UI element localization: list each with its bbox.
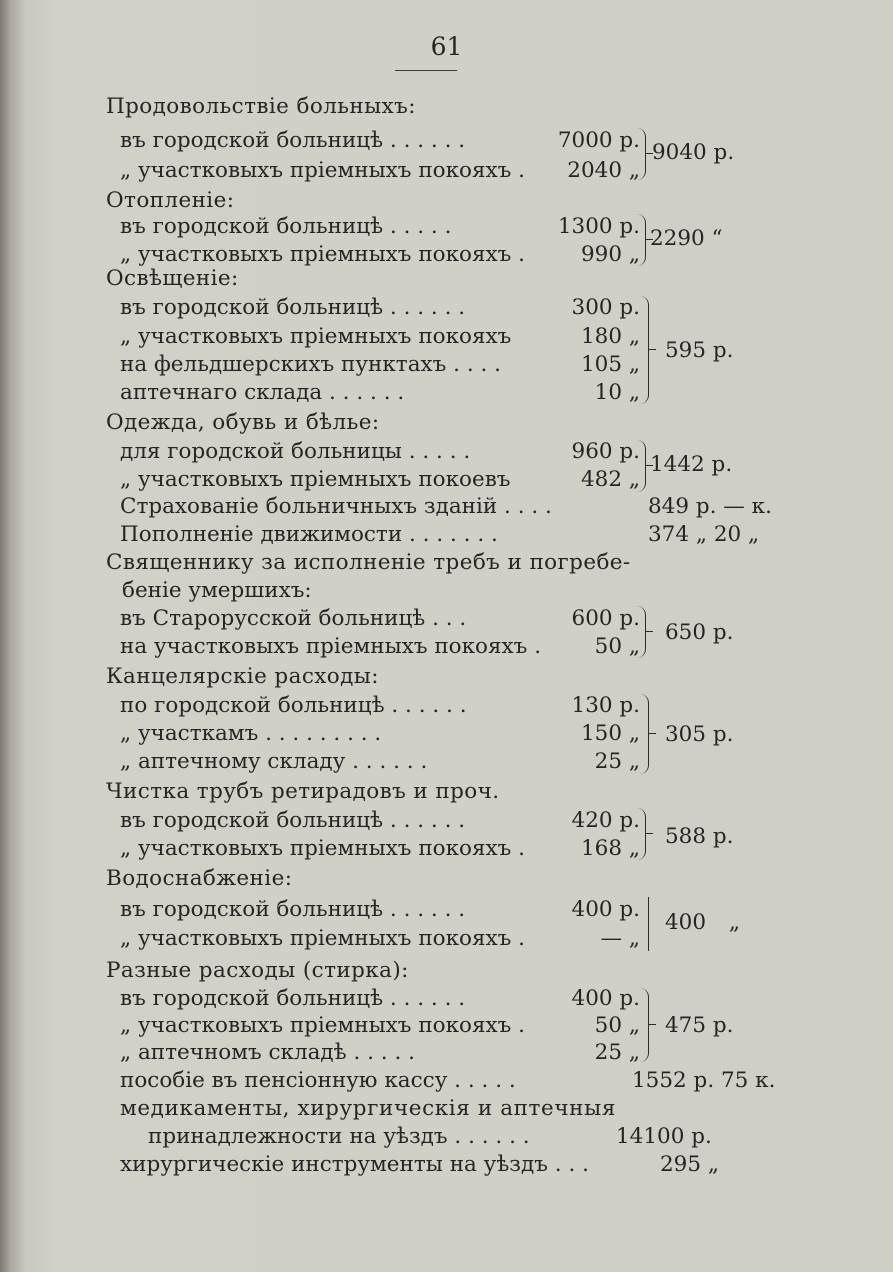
brace bbox=[638, 694, 649, 774]
row-label: въ городской больницѣ . . . . . . bbox=[120, 808, 466, 833]
row-label: въ Старорусской больницѣ . . . bbox=[120, 606, 467, 631]
row-amount: 300 р. bbox=[571, 295, 640, 320]
row-amount: 990 „ bbox=[580, 242, 640, 267]
section-heading: Разные расходы (стирка): bbox=[106, 958, 409, 983]
insurance-amount: 849 р. — к. bbox=[648, 494, 772, 519]
section-total: 400 „ bbox=[665, 910, 740, 935]
brace bbox=[635, 440, 646, 492]
row-amount: 1300 р. bbox=[557, 214, 640, 239]
row-label: „ участковыхъ пріемныхъ покояхъ . bbox=[120, 242, 526, 267]
pension-amount: 1552 р. 75 к. bbox=[632, 1068, 776, 1093]
row-label: „ участковыхъ пріемныхъ покояхъ . bbox=[120, 1013, 526, 1038]
row-amount: 50 „ bbox=[594, 1013, 640, 1038]
row-label: на участковыхъ пріемныхъ покояхъ . bbox=[120, 634, 542, 659]
page-number-rule bbox=[395, 70, 457, 71]
section-heading-cont: беніе умершихъ: bbox=[122, 578, 312, 603]
row-amount: 600 р. bbox=[571, 606, 640, 631]
row-label: „ участковыхъ пріемныхъ покояхъ . bbox=[120, 158, 526, 183]
row-amount: 105 „ bbox=[580, 352, 640, 377]
row-label: по городской больницѣ . . . . . . bbox=[120, 693, 467, 718]
section-total: 1442 р. bbox=[650, 452, 733, 477]
row-label: „ участковыхъ пріемныхъ покояхъ bbox=[120, 324, 512, 349]
brace bbox=[635, 128, 646, 180]
section-total: 9040 р. bbox=[652, 140, 735, 165]
section-heading: Канцелярскіе расходы: bbox=[106, 664, 379, 689]
row-label: „ участковыхъ пріемныхъ покояхъ . bbox=[120, 836, 526, 861]
row-label: въ городской больницѣ . . . . . . bbox=[120, 295, 466, 320]
section-total: 595 р. bbox=[665, 338, 734, 363]
row-amount: 180 „ bbox=[580, 324, 640, 349]
row-amount: — „ bbox=[600, 926, 640, 951]
section-heading: Чистка трубъ ретирадовъ и проч. bbox=[106, 779, 500, 804]
row-amount: 400 р. bbox=[571, 897, 640, 922]
section-heading: Священнику за исполненіе требъ и погребе- bbox=[106, 550, 631, 575]
row-amount: 50 „ bbox=[594, 634, 640, 659]
row-label: въ городской больницѣ . . . . . . bbox=[120, 128, 466, 153]
section-heading: Отопленіе: bbox=[106, 188, 235, 213]
brace bbox=[638, 988, 649, 1062]
row-amount: 168 „ bbox=[580, 836, 640, 861]
brace bbox=[635, 214, 646, 266]
brace bbox=[635, 808, 646, 860]
page-number: 61 bbox=[430, 32, 463, 61]
row-label: въ городской больницѣ . . . . . bbox=[120, 214, 452, 239]
section-heading: Освѣщеніе: bbox=[106, 266, 239, 291]
row-amount: 7000 р. bbox=[557, 128, 640, 153]
row-amount: 130 р. bbox=[571, 693, 640, 718]
row-amount: 25 „ bbox=[594, 1040, 640, 1065]
section-heading: Водоснабженіе: bbox=[106, 866, 293, 891]
instruments-label: хирургическіе инструменты на уѣздъ . . . bbox=[120, 1152, 589, 1177]
brace bbox=[635, 606, 646, 658]
medicaments-line1: медикаменты, хирургическія и аптечныя bbox=[120, 1096, 616, 1121]
section-total: 588 р. bbox=[665, 824, 734, 849]
row-label: „ аптечному складу . . . . . . bbox=[120, 749, 428, 774]
row-amount: 482 „ bbox=[580, 467, 640, 492]
brace bbox=[638, 296, 649, 404]
instruments-amount: 295 „ bbox=[660, 1152, 720, 1177]
row-amount: 420 р. bbox=[571, 808, 640, 833]
section-total: 650 р. bbox=[665, 620, 734, 645]
row-label: „ участкамъ . . . . . . . . . bbox=[120, 721, 382, 746]
row-label: на фельдшерскихъ пунктахъ . . . . bbox=[120, 352, 501, 377]
section-total: 475 р. bbox=[665, 1013, 734, 1038]
row-amount: 960 р. bbox=[571, 439, 640, 464]
movables-label: Пополненіе движимости . . . . . . . bbox=[120, 522, 498, 547]
medicaments-amount: 14100 р. bbox=[616, 1124, 712, 1149]
row-amount: 400 р. bbox=[571, 986, 640, 1011]
insurance-label: Страхованіе больничныхъ зданій . . . . bbox=[120, 494, 552, 519]
row-amount: 25 „ bbox=[594, 749, 640, 774]
row-amount: 150 „ bbox=[580, 721, 640, 746]
row-amount: 10 „ bbox=[594, 380, 640, 405]
section-total: 2290 “ bbox=[650, 226, 723, 251]
row-amount: 2040 „ bbox=[567, 158, 640, 183]
pension-label: пособіе въ пенсіонную кассу . . . . . bbox=[120, 1068, 516, 1093]
vertical-bar bbox=[648, 897, 649, 951]
section-heading: Продовольствіе больныхъ: bbox=[106, 94, 416, 119]
section-heading: Одежда, обувь и бѣлье: bbox=[106, 410, 380, 435]
row-label: „ участковыхъ пріемныхъ покоевъ bbox=[120, 467, 511, 492]
row-label: для городской больницы . . . . . bbox=[120, 439, 471, 464]
medicaments-label: принадлежности на уѣздъ . . . . . . bbox=[148, 1124, 530, 1149]
row-label: въ городской больницѣ . . . . . . bbox=[120, 986, 466, 1011]
row-label: „ участковыхъ пріемныхъ покояхъ . bbox=[120, 926, 526, 951]
row-label: аптечнаго склада . . . . . . bbox=[120, 380, 405, 405]
movables-amount: 374 „ 20 „ bbox=[648, 522, 760, 547]
section-total: 305 р. bbox=[665, 722, 734, 747]
row-label: „ аптечномъ складѣ . . . . . bbox=[120, 1040, 415, 1065]
row-label: въ городской больницѣ . . . . . . bbox=[120, 897, 466, 922]
